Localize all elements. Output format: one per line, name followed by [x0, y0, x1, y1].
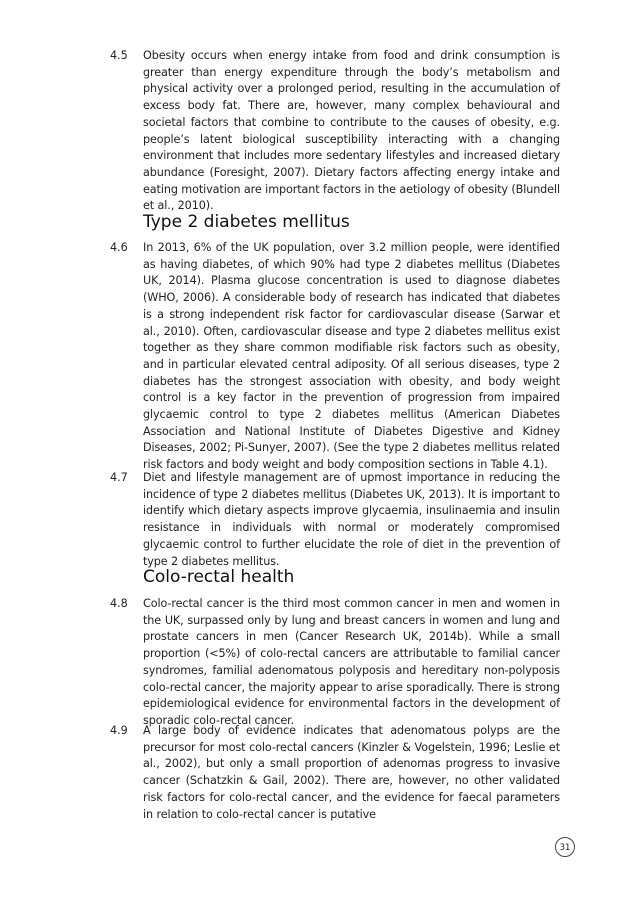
paragraph-4-9 [110, 723, 560, 823]
page-number: 31 [555, 837, 575, 857]
paragraph-4-6 [110, 240, 560, 474]
paragraph-text: In 2013, 6% of the UK population, over 3.2 million people, were identified as having diabetes, of which 90% had type 2 diabetes mellitus (Diabetes UK, 2014). Plasma glucose concentration is used to diagnose diabetes (WHO, 2006). A considerable body of research has indicated that diabetes is a strong independent risk factor for cardiovascular disease (Sarwar et al., 2010). Often, cardiovascular disease and type 2 diabetes mellitus exist together as they share common modifiable risk factors such as obesity, and in particular elevated central adiposity. Of all serious diseases, type 2 diabetes has the strongest association with obesity, and body weight control is a key factor in the prevention of progression from impaired glycaemic control to type 2 diabetes mellitus (American Diabetes Association and National Institute of Diabetes Digestive and Kidney Diseases, 2002; Pi-Sunyer, 2007). (See the type 2 diabetes mellitus related risk factors and body weight and body composition sections in Table 4.1). [143, 241, 560, 472]
paragraph-number: 4.7 [110, 471, 128, 484]
paragraph-text: A large body of evidence indicates that adenomatous polyps are the precursor for most colo-rectal cancers (Kinzler & Vogelstein, 1996; Leslie et al., 2002), but only a small proportion of adenomas progress to invasive cancer (Schatzkin & Gail, 2002). There are, however, no other validated risk factors for colo-rectal cancer, and the evidence for faecal parameters in relation to colo-rectal cancer is putative [143, 724, 560, 821]
paragraph-number: 4.6 [110, 241, 128, 254]
paragraph-text: Obesity occurs when energy intake from food and drink consumption is greater than energy expenditure through the body’s metabolism and physical activity over a prolonged period, resulting in the accumulation of excess body fat. There are, however, many complex behavioural and societal factors that combine to contribute to the causes of obesity, e.g. people’s latent biological susceptibility interacting with a changing environment that includes more sedentary lifestyles and increased dietary abundance (Foresight, 2007). Dietary factors affecting energy intake and eating motivation are important factors in the aetiology of obesity (Blundell et al., 2010). [143, 49, 560, 213]
paragraph-number: 4.9 [110, 724, 128, 737]
paragraph-4-8 [110, 596, 560, 730]
paragraph-number: 4.5 [110, 49, 128, 62]
paragraph-text: Diet and lifestyle management are of upmost importance in reducing the incidence of type 2 diabetes mellitus (Diabetes UK, 2013). It is important to identify which dietary aspects improve glycaemia, insulinaemia and insulin resistance in individuals with normal or moderately compromised glycaemic control to further elucidate the role of diet in the prevention of type 2 diabetes mellitus. [143, 471, 560, 568]
paragraph-number: 4.8 [110, 597, 128, 610]
paragraph-4-7 [110, 470, 560, 570]
paragraph-4-5 [110, 48, 560, 215]
paragraph-text: Colo-rectal cancer is the third most common cancer in men and women in the UK, surpassed only by lung and breast cancers in women and lung and prostate cancers in men (Cancer Research UK, 2014b). While a small proportion (<5%) of colo-rectal cancers are attributable to familial cancer syndromes, familial adenomatous polyposis and hereditary non-polyposis colo-rectal cancer, the majority appear to arise sporadically. There is strong epidemiological evidence for environmental factors in the development of sporadic colo-rectal cancer. [143, 597, 560, 727]
section-heading-colorectal: Colo-rectal health [143, 567, 295, 587]
section-heading-diabetes: Type 2 diabetes mellitus [143, 212, 350, 232]
